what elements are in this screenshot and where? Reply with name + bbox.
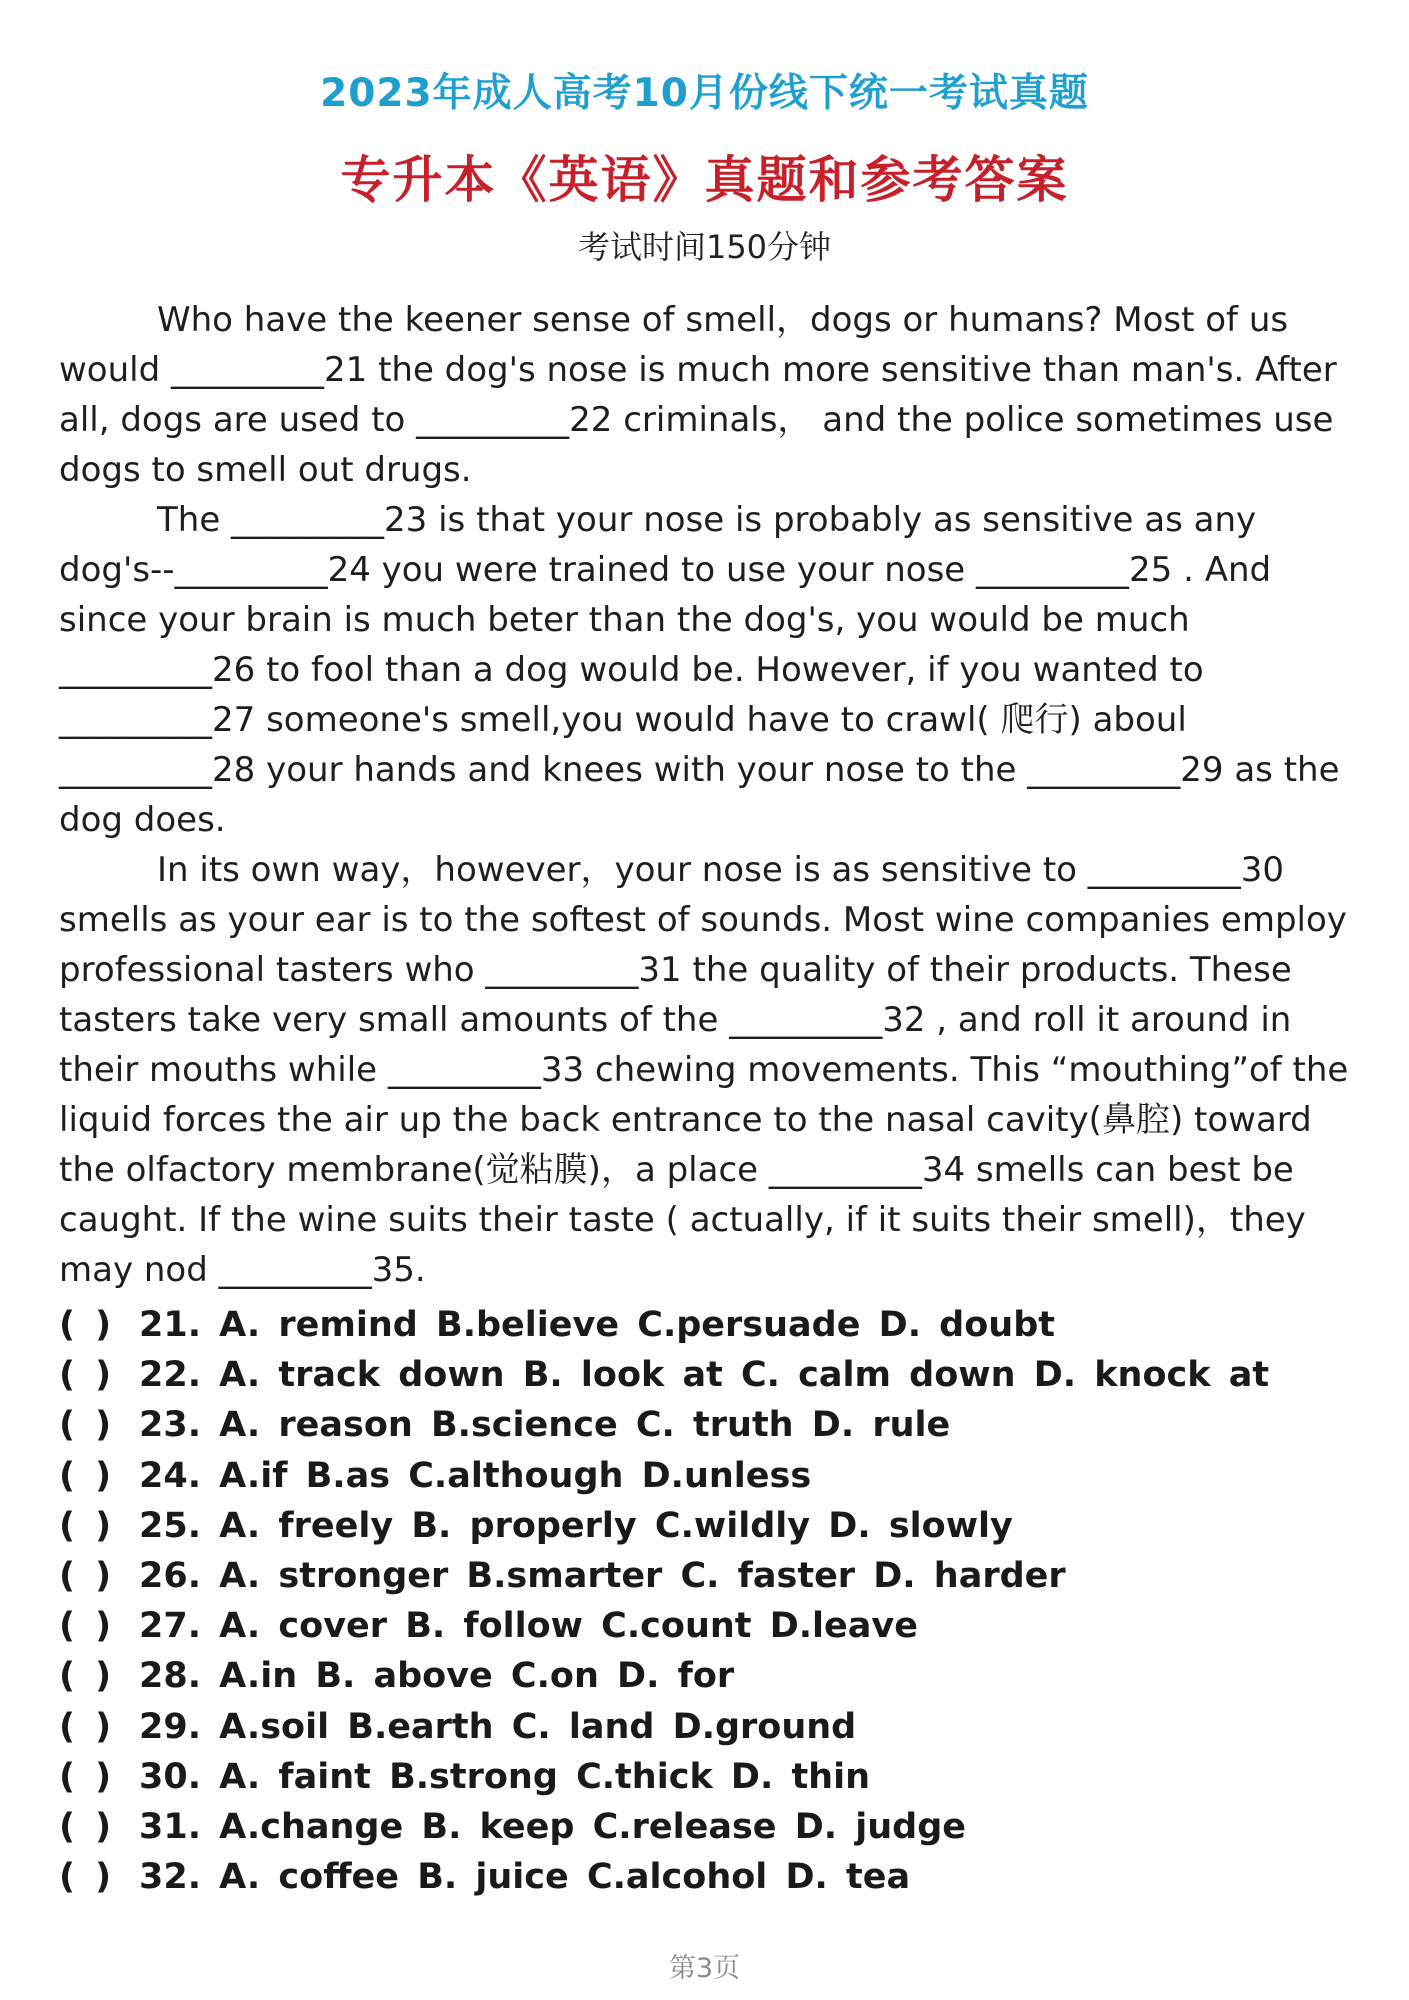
question-item [59, 1501, 1359, 1551]
question-text: 25. A. freely B. properly C.wildly D. slowly [139, 1505, 1013, 1546]
answer-blank[interactable]: ( ) [59, 1857, 112, 1898]
question-item [59, 1300, 1359, 1350]
question-text: 29. A.soil B.earth C. land D.ground [139, 1706, 857, 1747]
question-text: 28. A.in B. above C.on D. for [139, 1656, 735, 1697]
answer-blank[interactable]: ( ) [59, 1305, 112, 1346]
question-text: 27. A. cover B. follow C.count D.leave [139, 1606, 918, 1647]
question-text: 26. A. stronger B.smarter C. faster D. harder [139, 1556, 1066, 1597]
answer-blank[interactable]: ( ) [59, 1806, 112, 1847]
question-item [59, 1802, 1359, 1852]
question-text: 23. A. reason B.science C. truth D. rule [139, 1405, 951, 1446]
question-text: 32. A. coffee B. juice C.alcohol D. tea [139, 1857, 911, 1898]
answer-blank[interactable]: ( ) [59, 1706, 112, 1747]
answer-blank[interactable]: ( ) [59, 1656, 112, 1697]
passage-paragraph-2: The _________23 is that your nose is probably as sensitive as any dog's--_________24 you were trained to use your nose _________25 . And since your brain is much beter than the dog's, you would be much _________26 to fool than a dog would be. However, if you wanted to _________27 someone's smell,you would have to crawl( 爬行) aboul _________28 your hands and knees with your nose to the _________29 as the dog does. [59, 500, 1340, 840]
question-text: 21. A. remind B.believe C.persuade D. doubt [139, 1305, 1055, 1346]
question-text: 30. A. faint B.strong C.thick D. thin [139, 1756, 871, 1797]
question-item [59, 1702, 1359, 1752]
exam-time: 考试时间150分钟 [577, 228, 832, 266]
question-item [59, 1400, 1359, 1450]
question-item [59, 1651, 1359, 1701]
document-subtitle: 专升本《英语》真题和参考答案 [340, 151, 1069, 209]
passage-paragraph-3: In its own way，however，your nose is as sensitive to _________30 smells as your ear is to the softest of sounds. Most wine companies employ professional tasters who _________31 the quality of their products. These tasters take very small amounts of the _________32 , and roll it around in their mouths while _________33 chewing movements. This “mouthing”of the liquid forces the air up the back entrance to the nasal cavity(鼻腔) toward the olfactory membrane(觉粘膜)，a place _________34 smells can best be caught. If the wine suits their taste ( actually, if it suits their smell)，they may nod _________35. [59, 850, 1349, 1290]
question-item [59, 1350, 1359, 1400]
reading-passage [59, 295, 1359, 1295]
question-item [59, 1852, 1359, 1902]
answer-blank[interactable]: ( ) [59, 1455, 112, 1496]
answer-blank[interactable]: ( ) [59, 1606, 112, 1647]
question-text: 24. A.if B.as C.although D.unless [139, 1455, 812, 1496]
question-text: 22. A. track down B. look at C. calm down D. knock at [139, 1355, 1270, 1396]
page-number: 第3页 [668, 1953, 741, 1984]
document-title: 2023年成人高考10月份线下统一考试真题 [320, 71, 1089, 116]
question-list [59, 1300, 1359, 1902]
answer-blank[interactable]: ( ) [59, 1355, 112, 1396]
answer-blank[interactable]: ( ) [59, 1756, 112, 1797]
question-item [59, 1601, 1359, 1651]
question-item [59, 1551, 1359, 1601]
question-item [59, 1451, 1359, 1501]
answer-blank[interactable]: ( ) [59, 1556, 112, 1597]
question-text: 31. A.change B. keep C.release D. judge [139, 1806, 966, 1847]
answer-blank[interactable]: ( ) [59, 1405, 112, 1446]
question-item [59, 1752, 1359, 1802]
answer-blank[interactable]: ( ) [59, 1505, 112, 1546]
passage-paragraph-1: Who have the keener sense of smell，dogs or humans? Most of us would _________21 the dog's nose is much more sensitive than man's. After all, dogs are used to _________22 criminals， and the police sometimes use dogs to smell out drugs. [59, 300, 1337, 490]
